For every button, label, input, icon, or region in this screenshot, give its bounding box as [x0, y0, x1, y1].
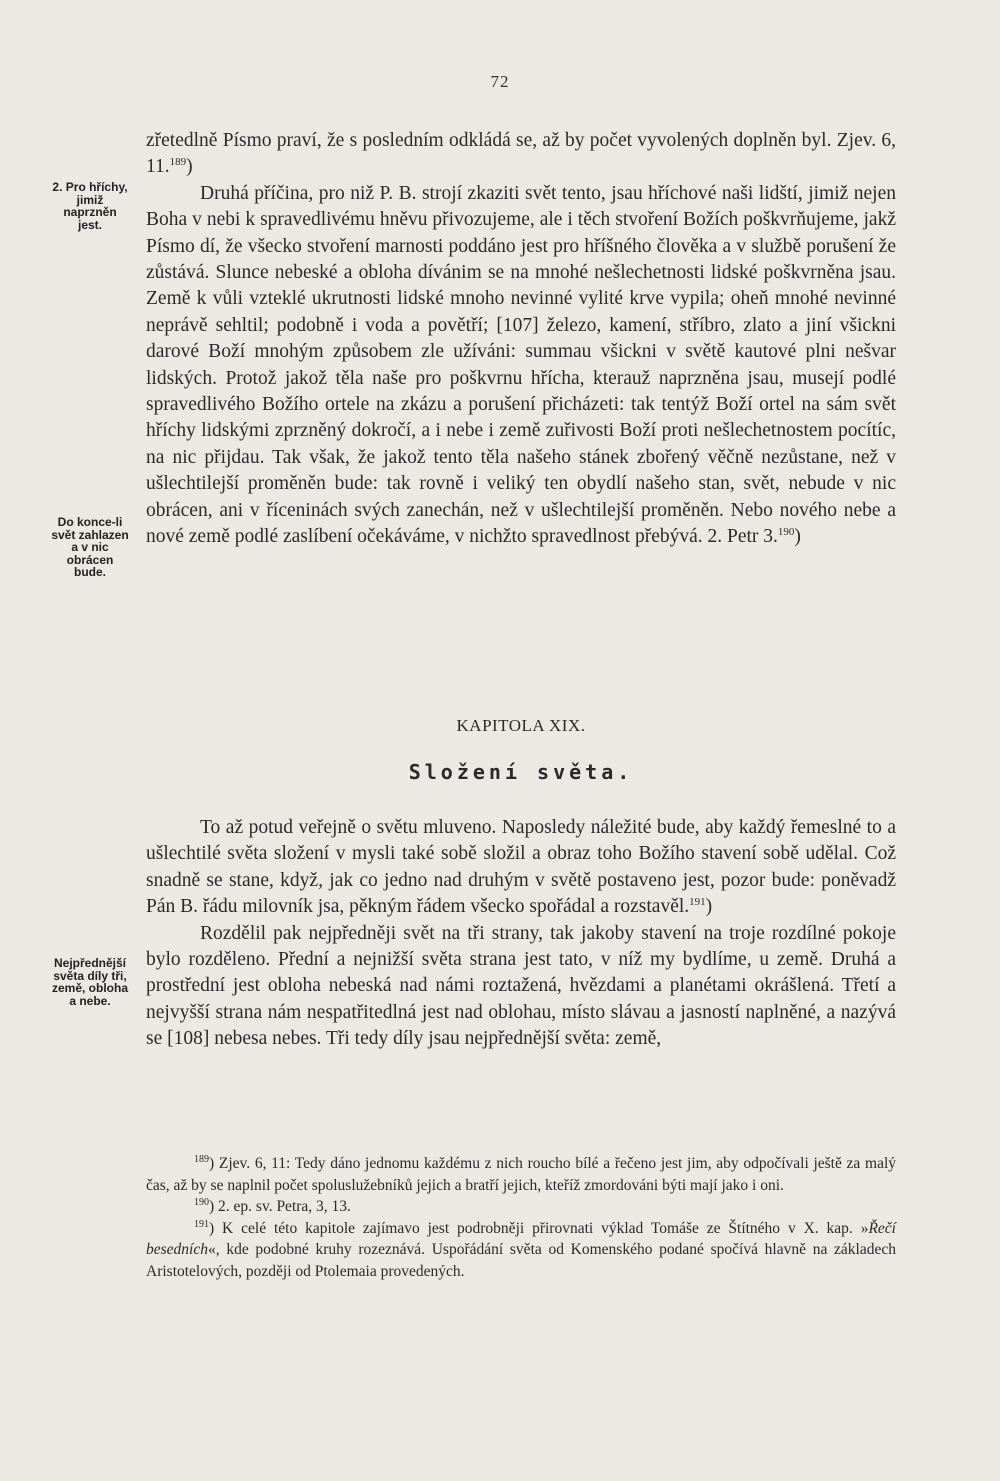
footnote-text: ) 2. ep. sv. Petra, 3, 13. [209, 1198, 351, 1215]
paragraph-text: To až potud veřejně o světu mluveno. Naposledy náležité bude, aby každý řemeslné to a ušlechtilé světa složení v mysli také sobě složil a obraz toho Božího stavení sobě udělal. Což snadně se stane, když, jak co jedno nad druhým v světě postaveno jest, pozor bude: poněvadž Pán B. řádu milovník jsa, pěkným řádem všecko spořádal a rozstavěl. [146, 817, 896, 918]
chapter-title: Složení světa. [408, 760, 634, 784]
paragraph [146, 815, 896, 921]
footnote-ref: 191 [689, 896, 706, 909]
footnote-190 [146, 1196, 896, 1218]
footnote-text: «, kde podobné kruhy rozeznává. Uspořádání světa od Komenského podané spočívá hlavně na základech Aristotelových, později od Ptolemaia provedených. [146, 1241, 896, 1280]
page-number: 72 [490, 72, 510, 91]
footnote-number: 189 [194, 1154, 209, 1165]
footnote-ref: 190 [777, 526, 795, 539]
footnote-text: ) K celé této kapitole zajímavo jest podrobněji přirovnati výklad Tomáše ze Štítného v X. kap. » [209, 1219, 869, 1237]
margin-note-2: Do konce-li svět zahlazen a v nic obrácen bude. [51, 515, 129, 579]
footnote-ref-close: ) [794, 526, 801, 548]
margin-note-3: Nejpřednější světa díly tři, země, obloha a nebe. [51, 956, 128, 1008]
section-2 [146, 815, 896, 1053]
section-1 [146, 128, 896, 551]
paragraph [146, 181, 896, 551]
footnote-ref: 189 [169, 156, 187, 169]
book-title: Řečí besedních [146, 1219, 896, 1258]
paragraph-text: Rozdělil pak nejpředněji svět na tři strany, tak jakoby stavení na troje rozdílné pokoje bylo rozděleno. Přední a nejnižší světa strana jest tato, v níž my bydlíme, u země. Druhá a prostřední jest obloha nebeská nad námi roztažená, hvězdami a planétami okrášlená. Třetí a nejvyšší strana nám nespatřitedlná jest nad oblohau, místo slávau a jasností naplněné, a nazývá se [108] nebesa nebes. Tři tedy díly jsau nejpřednější světa: země, [146, 922, 896, 1050]
paragraph-text: Druhá příčina, pro niž P. B. strojí zkaziti svět tento, jsau hříchové naši lidští, jimiž nejen Boha v nebi k spravedlivému hněvu přivozujeme, ale i těch stvoření Božích poškvrňujeme, jakž Písmo dí, že všecko stvoření marnosti poddáno jest pro hříšného člověka a v službě porušení že zůstává. Slunce nebeské a obloha dívánim se na mnohé nešlechetnosti lidské poškvrněna jsau. Země k vůli vzteklé ukrutnosti lidské mnoho nevinné vylité krve vypila; oheň mnohé nevinné neprávě sehltil; podobně i voda a povětří; [107] železo, kamení, stříbro, zlato a jiní všickni darové Boží mnohým způsobem zle užíváni: summau všickni v světě kautové plni nešvar lidských. Protož jakož těla naše pro poškvrnu hřícha, kterauž naprzněna jsau, musejí podlé spravedlivého Božího ortele na zkázu a porušení přicházeti: tak tentýž Boží ortel na sám svět hříchy lidskými zprzněný dokročí, a i nebe i země zuřivosti Boží proti nešlechetnostem pocítíc, na nic přijdau. Tak však, že jakož tento těla našeho stánek zbořený věčně nezůstane, než v ušlechtilejší proměněn bude: tak rovně i veliký ten obydlí našeho stan, svět, nebude v nic obrácen, ani v říceninách svých zanechán, než v ušlechtilejší proměněn. Nebo nového nebe a nové země podlé zaslíbení očekáváme, v nichžto spravedlnost přebývá. 2. Petr 3. [146, 182, 896, 548]
paragraph-text: zřetedlně Písmo praví, že s posledním odkládá se, až by počet vyvolených doplněn byl. Zjev. 6, 11. [146, 130, 896, 178]
paragraph [146, 921, 896, 1053]
paragraph [146, 128, 896, 181]
chapter-label: KAPITOLA XIX. [456, 716, 586, 735]
footnote-ref-close: ) [705, 896, 713, 918]
footnote-ref-close: ) [186, 156, 193, 178]
footnote-191 [146, 1218, 896, 1283]
footnote-number: 191 [194, 1218, 209, 1230]
margin-note-1: 2. Pro hříchy, jimiž naprzněn jest. [52, 180, 128, 232]
footnote-number: 190 [194, 1197, 209, 1208]
footnote-189 [146, 1153, 896, 1196]
footnote-text: ) Zjev. 6, 11: Tedy dáno jednomu každému z nich roucho bílé a řečeno jest jim, aby odpočívali ještě za malý čas, až by se naplnil počet spoluslužebníků jejich a bratří jejich, kteříž zmordováni býti mají jako i oni. [146, 1155, 896, 1194]
footnotes [146, 1153, 896, 1282]
